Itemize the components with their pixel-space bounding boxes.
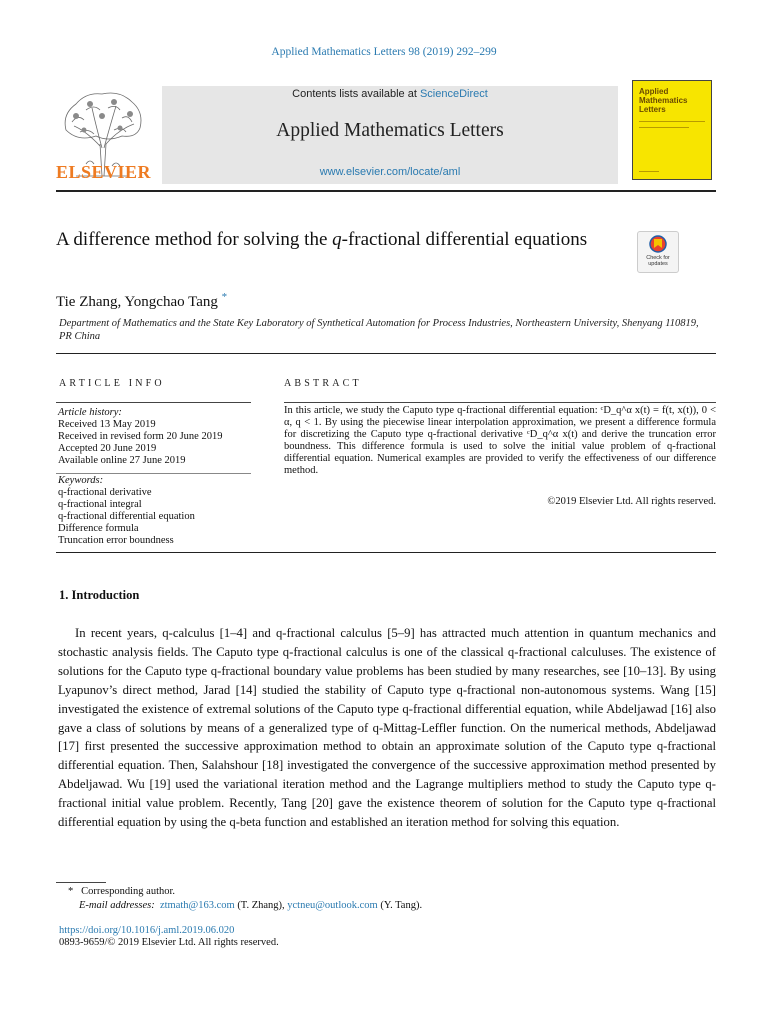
abstract-copyright: ©2019 Elsevier Ltd. All rights reserved.: [547, 496, 716, 507]
article-title: [56, 228, 616, 252]
abstract-text: In this article, we study the Caputo type q-fractional differential equation: ᶜD_q^α x(t) = f(t, x(t)), 0 < α, q < 1. By using the piecewise linear interpolation approximation, we present a difference formula for discretizing the Caputo type q-fractional derivative ᶜD_q^α x(t) and derive the truncation error boundness. This difference formula is used to solve the initial value problem of q-fractional differential equation. Numerical examples are provided to verify the effectiveness of our difference method.: [284, 405, 716, 476]
contents-prefix: Contents lists available at: [292, 88, 420, 100]
authors: [56, 291, 227, 311]
keyword-item: q-fractional derivative: [58, 487, 152, 498]
journal-cover[interactable]: [632, 80, 712, 180]
keyword-item: Difference formula: [58, 523, 139, 534]
section-heading-introduction: 1. Introduction: [59, 588, 140, 602]
title-q: q: [332, 229, 342, 250]
corresponding-author-mark[interactable]: *: [221, 291, 228, 303]
doi-link[interactable]: https://doi.org/10.1016/j.aml.2019.06.020: [59, 925, 235, 936]
email-owner: (Y. Tang).: [377, 900, 423, 911]
email-link-tang[interactable]: yctneu@outlook.com: [287, 900, 378, 911]
sciencedirect-link[interactable]: ScienceDirect: [419, 88, 488, 100]
journal-citation[interactable]: Applied Mathematics Letters 98 (2019) 292–299: [271, 46, 497, 58]
keyword-item: q-fractional differential equation: [58, 511, 195, 522]
history-item: Received 13 May 2019: [58, 419, 156, 430]
footnote-divider: [56, 882, 106, 883]
check-for-updates-button[interactable]: [637, 231, 679, 273]
history-item: Accepted 20 June 2019: [58, 443, 157, 454]
footnote-text: Corresponding author.: [81, 886, 176, 897]
section-divider: [56, 552, 716, 553]
publisher-name: ELSEVIER: [56, 162, 152, 182]
email-footnote: [79, 900, 422, 911]
email-owner: (T. Zhang),: [234, 900, 288, 911]
keywords-label: Keywords:: [58, 475, 104, 486]
author-names: Tie Zhang, Yongchao Tang: [56, 294, 218, 310]
affiliation: Department of Mathematics and the State Key Laboratory of Synthetical Automation for Process Industries, Northeastern University, Shenyang 110819, PR China: [59, 318, 699, 342]
keywords-divider: [56, 473, 251, 474]
journal-url-link[interactable]: www.elsevier.com/locate/aml: [319, 166, 461, 178]
title-part-2: -fractional differential equations: [341, 229, 588, 250]
abstract-divider: [284, 402, 716, 403]
contents-line: [162, 88, 618, 100]
keyword-item: Truncation error boundness: [58, 535, 174, 546]
article-history: [58, 407, 258, 467]
keywords: [58, 475, 258, 547]
header-divider: [56, 190, 716, 192]
issn-copyright: 0893-9659/© 2019 Elsevier Ltd. All rights reserved.: [59, 937, 279, 948]
section-divider: [56, 353, 716, 354]
title-part-1: A difference method for solving the: [56, 229, 333, 250]
journal-title: Applied Mathematics Letters: [276, 120, 504, 141]
history-item: Received in revised form 20 June 2019: [58, 431, 223, 442]
introduction-paragraph: In recent years, q-calculus [1–4] and q-fractional calculus [5–9] has attracted much attention in quantum mechanics and stochastic analysis fields. The Caputo type q-fractional calculus is one of the classical q-fractional calculuses. The existence of solutions for the Caputo type q-fractional boundary value problems has been studied by many researches, see [10–13]. By using Lyapunov’s direct method, Jarad [14] studied the stability of Caputo type q-fractional non-autonomous systems. Wang [15] investigated the existence of extremal solutions of the Caputo type q-fractional differential equation, while Abdeljawad [16] also gave a class of solutions by means of a generalized type of q-Mittag-Leffler function. On the numerical methods, Abdeljawad [17] first presented the successive approximation method to obtain an approximate solution of the Caputo type q-fractional differential equation. Then, Salahshour [18] investigated the convergence of the successive approximation method presented by Abdeljawad. Wu [19] used the variational iteration method and the Lagrange multipliers method to study the Caputo type q-fractional initial value problem. Recently, Tang [20] gave the existence theorem of solution for the Caputo type q-fractional differential equation by using the q-beta function and established an iteration method for solving this equation.: [58, 626, 716, 830]
history-item: Available online 27 June 2019: [58, 455, 186, 466]
email-label: E-mail addresses:: [79, 900, 155, 911]
history-label: Article history:: [58, 407, 122, 418]
check-updates-label: Check for updates: [646, 255, 670, 267]
abstract-heading: ABSTRACT: [284, 378, 362, 389]
footnote-mark: *: [68, 886, 74, 897]
check-updates-icon: [649, 235, 667, 253]
keyword-item: q-fractional integral: [58, 499, 142, 510]
article-info-heading: ARTICLE INFO: [59, 378, 165, 389]
cover-rule: [639, 127, 689, 128]
info-divider: [56, 402, 251, 403]
cover-rule: [639, 171, 659, 172]
cover-rule: [639, 121, 705, 122]
cover-title: Applied Mathematics Letters: [639, 87, 688, 114]
corresponding-author-footnote: [68, 886, 175, 897]
email-link-zhang[interactable]: ztmath@163.com: [159, 900, 235, 911]
